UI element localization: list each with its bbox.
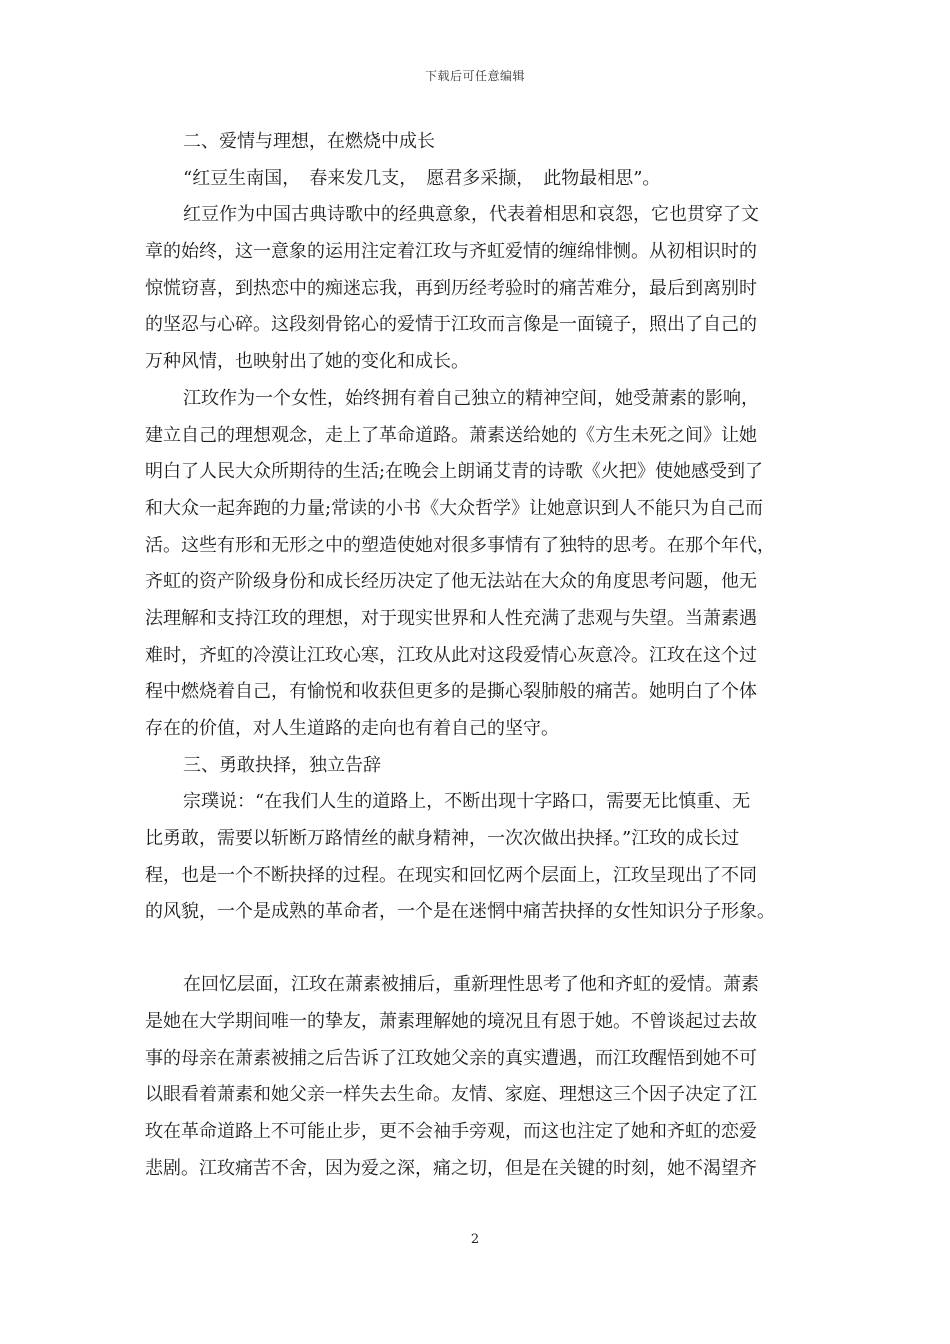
paragraph-line: 存在的价值，对人生道路的走向也有着自己的坚守。 — [145, 718, 559, 739]
paragraph-line: 法理解和支持江玫的理想，对于现实世界和人性充满了悲观与失望。当萧素遇 — [145, 607, 757, 629]
poem-quote: “红豆生南国， 春来发几支， 愿君多采撷， 此物最相思”。 — [183, 167, 661, 189]
paragraph-line: 惊慌窃喜，到热恋中的痴迷忘我，再到历经考验时的痛苦难分，最后到离别时 — [145, 277, 757, 299]
paragraph-line: 明白了人民大众所期待的生活;在晚会上朗诵艾青的诗歌《火把》使她感受到了 — [145, 461, 764, 483]
page-number: 2 — [470, 1232, 480, 1247]
paragraph-line: 难时，齐虹的冷漠让江玫心寒，江玫从此对这段爱情心灰意冷。江玫在这个过 — [145, 644, 757, 666]
section-heading-2: 二、爱情与理想，在燃烧中成长 — [183, 131, 435, 152]
paragraph-line: 程中燃烧着自己，有愉悦和收获但更多的是撕心裂肺般的痛苦。她明白了个体 — [145, 681, 757, 703]
paragraph-line: 比勇敢，需要以斩断万路情丝的献身精神，一次次做出抉择。”江玫的成长过 — [145, 828, 740, 850]
paragraph-line: 宗璞说：“在我们人生的道路上，不断出现十字路口，需要无比慎重、无 — [183, 791, 751, 813]
paragraph-line: 是她在大学期间唯一的挚友，萧素理解她的境况且有恩于她。不曾谈起过去故 — [145, 1010, 757, 1032]
paragraph-line: 齐虹的资产阶级身份和成长经历决定了他无法站在大众的角度思考问题，他无 — [145, 571, 757, 593]
page-header: 下载后可任意编辑 — [424, 69, 525, 83]
paragraph-line: 玫在革命道路上不可能止步，更不会袖手旁观，而这也注定了她和齐虹的恋爱 — [145, 1120, 757, 1142]
section-heading-3: 三、勇敢抉择，独立告辞 — [183, 754, 381, 776]
paragraph-line: 在回忆层面，江玫在萧素被捕后，重新理性思考了他和齐虹的爱情。萧素 — [183, 974, 759, 996]
paragraph-line: 万种风情，也映射出了她的变化和成长。 — [145, 351, 469, 373]
paragraph-line: 悲剧。江玫痛苦不舍，因为爱之深，痛之切，但是在关键的时刻，她不渴望齐 — [145, 1157, 757, 1179]
document-body — [145, 124, 817, 1187]
paragraph-gap — [145, 931, 817, 967]
paragraph-line: 事的母亲在萧素被捕之后告诉了江玫她父亲的真实遭遇，而江玫醒悟到她不可 — [145, 1047, 757, 1069]
paragraph-line: 的坚忍与心碎。这段刻骨铭心的爱情于江玫而言像是一面镜子，照出了自己的 — [145, 314, 757, 336]
paragraph-line: 的风貌，一个是成熟的革命者，一个是在迷惘中痛苦抉择的女性知识分子形象。 — [145, 901, 775, 923]
paragraph-line: 建立自己的理想观念，走上了革命道路。萧素送给她的《方生未死之间》让她 — [145, 424, 757, 446]
paragraph-line: 红豆作为中国古典诗歌中的经典意象，代表着相思和哀怨，它也贯穿了文 — [183, 204, 759, 226]
paragraph-line: 江玫作为一个女性，始终拥有着自己独立的精神空间，她受萧素的影响， — [183, 387, 759, 409]
paragraph-line: 和大众一起奔跑的力量;常读的小书《大众哲学》让她意识到人不能只为自己而 — [145, 497, 764, 519]
paragraph-line: 以眼看着萧素和她父亲一样失去生命。友情、家庭、理想这三个因子决定了江 — [145, 1084, 757, 1106]
paragraph-line: 活。这些有形和无形之中的塑造使她对很多事情有了独特的思考。在那个年代， — [145, 534, 775, 556]
paragraph-line: 程，也是一个不断抉择的过程。在现实和回忆两个层面上，江玫呈现出了不同 — [145, 864, 757, 886]
paragraph-line: 章的始终，这一意象的运用注定着江玫与齐虹爱情的缠绵悱恻。从初相识时的 — [145, 241, 757, 263]
